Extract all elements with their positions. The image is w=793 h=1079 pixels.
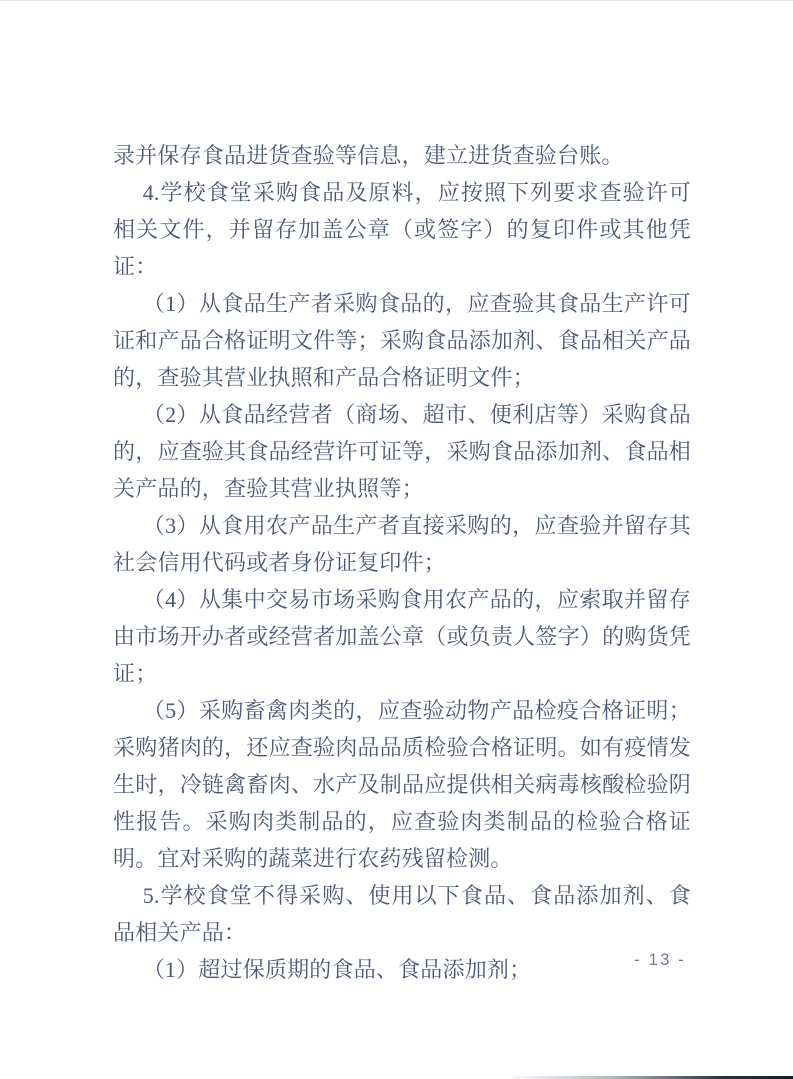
body-paragraph-item-4-sub-1: （1）从食品生产者采购食品的，应查验其食品生产许可证和产品合格证明文件等；采购食品添加剂、食品相关产品的，查验其营业执照和产品合格证明文件； (113, 291, 691, 390)
body-paragraph-item-4: 4.学校食堂采购食品及原料，应按照下列要求查验许可相关文件，并留存加盖公章（或签字）的复印件或其他凭证： (113, 180, 691, 279)
document-body (113, 137, 691, 988)
body-paragraph-continuation: 录并保存食品进货查验等信息，建立进货查验台账。 (113, 143, 624, 168)
body-paragraph-item-4-sub-3: （3）从食用农产品生产者直接采购的，应查验并留存其社会信用代码或者身份证复印件； (113, 513, 691, 575)
page-number: - 13 - (634, 950, 686, 969)
scan-artifact-top-edge (0, 0, 793, 1)
body-paragraph-item-4-sub-5: （5）采购畜禽肉类的，应查验动物产品检疫合格证明；采购猪肉的，还应查验肉品品质检验合格证明。如有疫情发生时，冷链禽畜肉、水产及制品应提供相关病毒核酸检验阴性报告。采购肉类制品的，应查验肉类制品的检验合格证明。宜对采购的蔬菜进行农药残留检测。 (113, 698, 691, 871)
body-paragraph-item-5-sub-1: （1）超过保质期的食品、食品添加剂； (142, 957, 532, 982)
body-paragraph-item-4-sub-4: （4）从集中交易市场采购食用农产品的，应索取并留存由市场开办者或经营者加盖公章（或负责人签字）的购货凭证； (113, 587, 691, 686)
body-paragraph-item-4-sub-2: （2）从食品经营者（商场、超市、便利店等）采购食品的，应查验其食品经营许可证等，采购食品添加剂、食品相关产品的，查验其营业执照等； (113, 402, 691, 501)
body-paragraph-item-5: 5.学校食堂不得采购、使用以下食品、食品添加剂、食品相关产品： (113, 883, 691, 945)
